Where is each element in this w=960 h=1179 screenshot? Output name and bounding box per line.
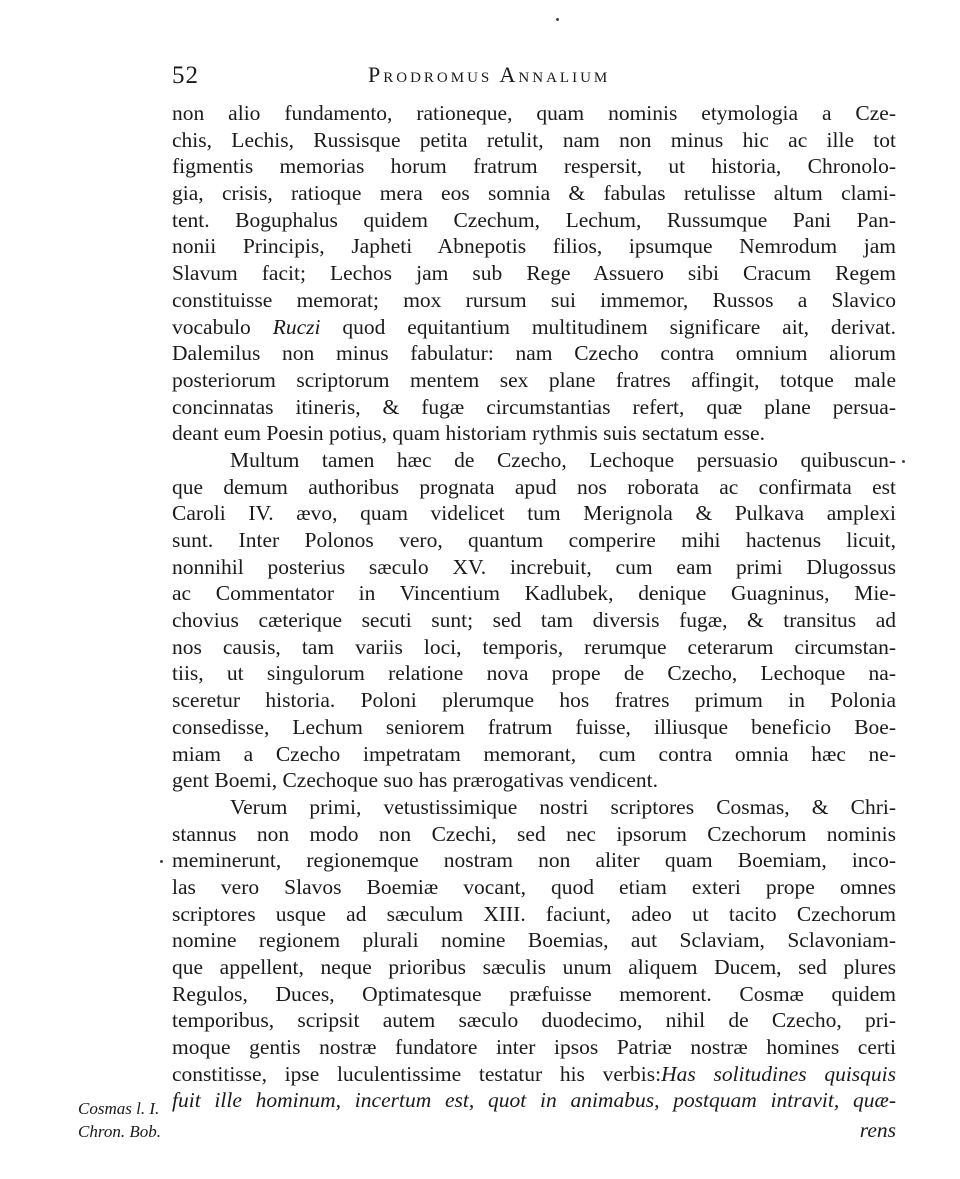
text-line: vocabulo Ruczi quod equitantium multitudinem significare ait, derivat. [172,314,896,339]
text-line: nonii Principis, Japheti Abnepotis filios, ipsumque Nemrodum jam [172,234,896,259]
text-line: non alio fundamento, rationeque, quam nominis etymologia a Cze- [172,101,896,125]
text-line: nos causis, tam variis loci, temporis, rerumque ceterarum circumstan- [172,634,896,659]
text-line: stannus non modo non Czechi, sed nec ipsorum Czechorum nominis [172,821,896,846]
text-line: nomine regionem plurali nomine Boemias, aut Sclaviam, Sclavoniam- [172,928,896,953]
scan-speck [902,460,905,463]
margin-note-line-1: Cosmas l. I. [78,1099,160,1118]
text-line: Slavum facit; Lechos jam sub Rege Assuero sibi Cracum Regem [172,261,896,286]
text-line: que appellent, neque prioribus sæculis unum aliquem Ducem, sed plures [172,955,896,979]
text-line: tent. Boguphalus quidem Czechum, Lechum, Russumque Pani Pan- [172,207,896,232]
text-line: que demum authoribus prognata apud nos roborata ac confirmata est [172,474,896,499]
text-line: sceretur historia. Poloni plerumque hos fratres primum in Polonia [172,688,896,713]
text-line: Verum primi, vetustissimique nostri scriptores Cosmas, & Chri- [230,794,896,819]
text-line: tiis, ut singulorum relatione nova prope de Czecho, Lechoque na- [172,661,896,686]
text-line: miam a Czecho impetratam memorant, cum contra omnia hæc ne- [172,741,896,766]
page-number: 52 [172,62,199,89]
text-line [172,1061,896,1088]
running-head [172,62,896,92]
text-line: gent Boemi, Czechoque suo has prærogativas vendicent. [172,768,659,793]
text-line: ac Commentator in Vincentium Kadlubek, denique Guagninus, Mie- [172,581,896,606]
text-segment: constitisse, ipse luculentissime testatur his verbis: [172,1061,662,1086]
italic-term: Ruczi [272,314,321,339]
text-line: Caroli IV. ævo, quam videlicet tum Merignola & Pulkava amplexi [172,501,896,526]
text-line: posteriorum scriptorum mentem sex plane fratres affingit, totque male [172,367,896,392]
body-text [172,100,896,1114]
quotation-start: Has solitudines quisquis [661,1061,896,1086]
quotation-line: fuit ille hominum, incertum est, quot in animabus, postquam intravit, quæ- [172,1088,896,1113]
text-line: las vero Slavos Boemiæ vocant, quod etiam exteri prope omnes [172,874,896,899]
scan-speck [160,860,163,863]
text-line: consedisse, Lechum seniorem fratrum fuisse, illiusque beneficio Boe- [172,714,896,739]
text-line: scriptores usque ad sæculum XIII. faciunt, adeo ut tacito Czechorum [172,901,896,926]
text-line: chis, Lechis, Russisque petita retulit, nam non minus hic ac ille tot [172,127,896,152]
text-line: meminerunt, regionemque nostram non aliter quam Boemiam, inco- [172,848,896,873]
text-line: figmentis memorias horum fratrum respersit, ut historia, Chronolo- [172,154,896,179]
text-line: Multum tamen hæc de Czecho, Lechoque persuasio quibuscun- [230,447,896,472]
text-line: constituisse memorat; mox rursum sui immemor, Russos a Slavico [172,287,896,312]
running-title: Prodromus Annalium [368,62,611,87]
scan-speck [556,18,559,21]
text-line: sunt. Inter Polonos vero, quantum comperire mihi hactenus licuit, [172,528,896,552]
text-line: nonnihil posterius sæculo XV. increbuit, cum eam primi Dlugossus [172,554,896,579]
text-line: concinnatas itineris, & fugæ circumstantias refert, quæ plane persua- [172,394,896,419]
text-line: gia, crisis, ratioque mera eos somnia & fabulas retulisse altum clami- [172,181,896,206]
text-line: Dalemilus non minus fabulatur: nam Czecho contra omnium aliorum [172,341,896,366]
text-line: temporibus, scripsit autem sæculo duodecimo, nihil de Czecho, pri- [172,1008,896,1033]
catchword: rens [859,1118,896,1142]
margin-note-line-2: Chron. Bob. [78,1122,161,1141]
text-line: deant eum Poesin potius, quam historiam rythmis suis sectatum esse. [172,421,765,446]
margin-note [78,1097,172,1143]
text-line: moque gentis nostræ fundatore inter ipsos Patriæ nostræ homines certi [172,1035,896,1060]
text-line: Regulos, Duces, Optimatesque præfuisse memorent. Cosmæ quidem [172,981,896,1006]
text-line: chovius cæterique secuti sunt; sed tam diversis fugæ, & transitus ad [172,608,896,633]
